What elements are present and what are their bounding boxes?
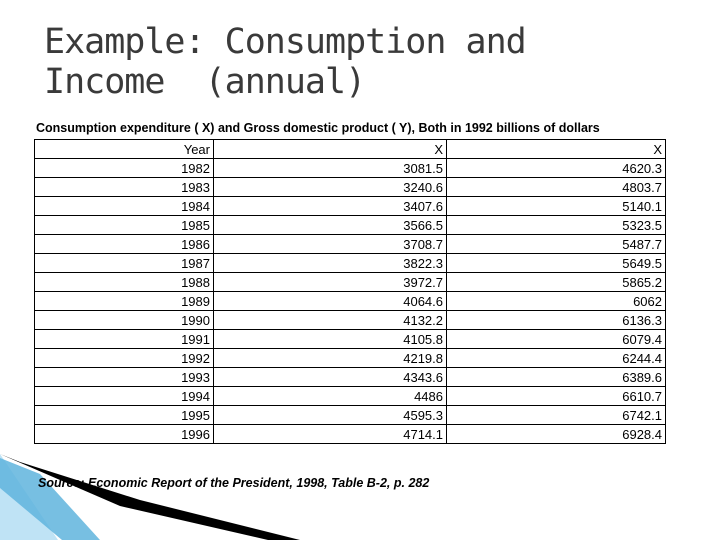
data-table	[34, 139, 666, 444]
cell-x-second: 5649.5	[447, 254, 666, 273]
cell-year: 1982	[35, 159, 214, 178]
table-row	[35, 178, 666, 197]
column-header-x-second: X	[447, 140, 666, 159]
cell-year: 1986	[35, 235, 214, 254]
cell-year: 1984	[35, 197, 214, 216]
cell-year: 1994	[35, 387, 214, 406]
table-row	[35, 368, 666, 387]
cell-year: 1992	[35, 349, 214, 368]
cell-year: 1995	[35, 406, 214, 425]
cell-x-second: 6389.6	[447, 368, 666, 387]
cell-year: 1988	[35, 273, 214, 292]
cell-year: 1991	[35, 330, 214, 349]
table-caption: Consumption expenditure ( X) and Gross domestic product ( Y), Both in 1992 billions of dollars	[36, 121, 600, 135]
cell-x-second: 6244.4	[447, 349, 666, 368]
cell-year: 1990	[35, 311, 214, 330]
cell-x: 3822.3	[214, 254, 447, 273]
cell-year: 1996	[35, 425, 214, 444]
cell-x-second: 5323.5	[447, 216, 666, 235]
cell-x-second: 6062	[447, 292, 666, 311]
cell-x: 4219.8	[214, 349, 447, 368]
cell-x-second: 6079.4	[447, 330, 666, 349]
cell-x-second: 4620.3	[447, 159, 666, 178]
table-row	[35, 159, 666, 178]
table-row	[35, 387, 666, 406]
table-row	[35, 197, 666, 216]
cell-year: 1985	[35, 216, 214, 235]
slide-title: Example: Consumption and Income (annual)	[44, 22, 526, 102]
cell-x: 4105.8	[214, 330, 447, 349]
cell-x-second: 6136.3	[447, 311, 666, 330]
cell-x: 4595.3	[214, 406, 447, 425]
table-body	[35, 159, 666, 444]
cell-x: 3566.5	[214, 216, 447, 235]
cell-x: 4486	[214, 387, 447, 406]
cell-x-second: 6610.7	[447, 387, 666, 406]
cell-x: 3708.7	[214, 235, 447, 254]
table-row	[35, 273, 666, 292]
column-header-x: X	[214, 140, 447, 159]
cell-x: 3240.6	[214, 178, 447, 197]
cell-year: 1987	[35, 254, 214, 273]
cell-year: 1989	[35, 292, 214, 311]
table-row	[35, 235, 666, 254]
cell-x: 3407.6	[214, 197, 447, 216]
table-row	[35, 311, 666, 330]
cell-x-second: 4803.7	[447, 178, 666, 197]
table-row	[35, 349, 666, 368]
cell-year: 1983	[35, 178, 214, 197]
table-header-row	[35, 140, 666, 159]
cell-x: 4064.6	[214, 292, 447, 311]
table-row	[35, 254, 666, 273]
cell-x: 4343.6	[214, 368, 447, 387]
cell-x: 3081.5	[214, 159, 447, 178]
slide-corner-decoration	[0, 440, 340, 540]
table-row	[35, 292, 666, 311]
table-row	[35, 216, 666, 235]
table-row	[35, 406, 666, 425]
cell-x: 3972.7	[214, 273, 447, 292]
cell-x: 4714.1	[214, 425, 447, 444]
cell-year: 1993	[35, 368, 214, 387]
table-row	[35, 330, 666, 349]
cell-x-second: 6928.4	[447, 425, 666, 444]
cell-x-second: 6742.1	[447, 406, 666, 425]
cell-x-second: 5487.7	[447, 235, 666, 254]
column-header-year: Year	[35, 140, 214, 159]
cell-x-second: 5140.1	[447, 197, 666, 216]
cell-x-second: 5865.2	[447, 273, 666, 292]
source-note: Source: Economic Report of the President, 1998, Table B-2, p. 282	[38, 476, 430, 490]
cell-x: 4132.2	[214, 311, 447, 330]
